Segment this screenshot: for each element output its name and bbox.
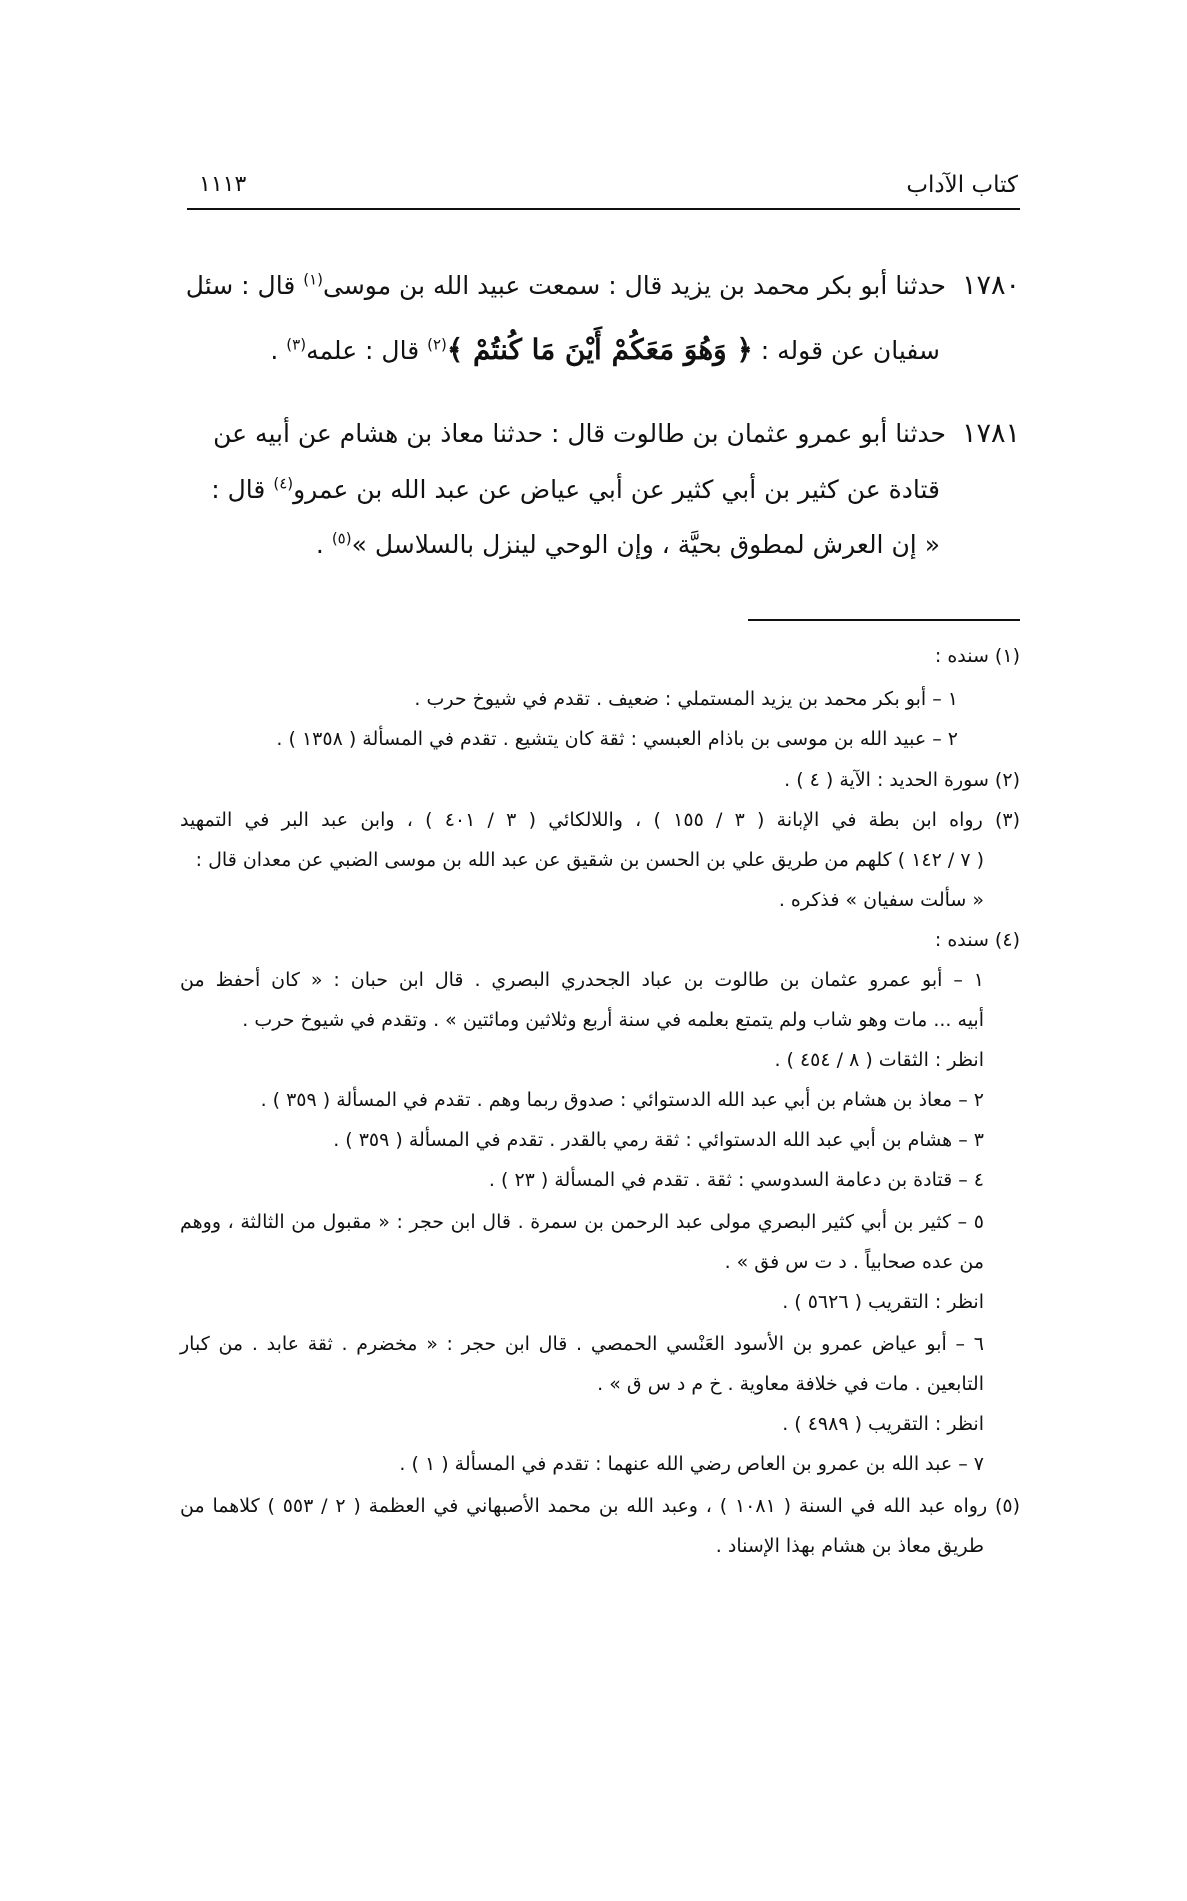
entry-line bbox=[270, 333, 940, 366]
quran-verse: ﴿ وَهُوَ مَعَكُمْ أَيْنَ مَا كُنتُمْ ﴾ bbox=[446, 333, 753, 366]
footnote-line: ٤ – قتادة بن دعامة السدوسي : ثقة . تقدم في المسألة ( ٢٣ ) . bbox=[488, 1169, 984, 1191]
entry-text: سفيان عن قوله : bbox=[752, 336, 940, 365]
footnote-line: ١ – أبو بكر محمد بن يزيد المستملي : ضعيف . تقدم في شيوخ حرب . bbox=[414, 688, 958, 710]
footnote-line: (٣) رواه ابن بطة في الإبانة ( ٣ / ١٥٥ ) ، واللالكائي ( ٣ / ٤٠١ ) ، وابن عبد البر في التمهيد bbox=[180, 809, 1021, 831]
footnote-line: ٣ – هشام بن أبي عبد الله الدستوائي : ثقة رمي بالقدر . تقدم في المسألة ( ٣٥٩ ) . bbox=[333, 1129, 984, 1151]
entry-number: ١٧٨١ bbox=[961, 418, 1020, 449]
page-number: ١١١٣ bbox=[199, 172, 247, 197]
footnote-line: ١ – أبو عمرو عثمان بن طالوت بن عباد الجحدري البصري . قال ابن حبان : « كان أحفظ من bbox=[180, 969, 984, 991]
entry-text: حدثنا أبو بكر محمد بن يزيد قال : سمعت عبيد الله بن موسى bbox=[323, 271, 946, 300]
running-header bbox=[187, 168, 1020, 210]
footnote-ref[interactable]: (٣) bbox=[286, 335, 307, 354]
footnote-line: ٧ – عبد الله بن عمرو بن العاص رضي الله عنهما : تقدم في المسألة ( ١ ) . bbox=[399, 1453, 984, 1475]
footnote-line: ٥ – كثير بن أبي كثير البصري مولى عبد الرحمن بن سمرة . قال ابن حجر : « مقبول من الثالثة ، ووهم bbox=[180, 1211, 984, 1233]
footnote-line: من عده صحابياً . د ت س فق » . bbox=[724, 1251, 984, 1273]
entry-text: قال : علمه bbox=[306, 336, 428, 365]
footnote-separator bbox=[748, 619, 1020, 621]
entry-text: حدثنا أبو عمرو عثمان بن طالوت قال : حدثنا معاذ بن هشام عن أبيه عن bbox=[213, 419, 946, 448]
footnote-line: (٤) سنده : bbox=[934, 929, 1020, 951]
entry-line bbox=[213, 418, 1020, 449]
footnote-line: ٢ – عبيد الله بن موسى بن باذام العبسي : ثقة كان يتشيع . تقدم في المسألة ( ١٣٥٨ ) . bbox=[276, 728, 958, 750]
footnote-line: انظر : التقريب ( ٤٩٨٩ ) . bbox=[782, 1413, 984, 1435]
footnote-ref[interactable]: (١) bbox=[303, 270, 323, 289]
entry-number: ١٧٨٠ bbox=[961, 270, 1020, 301]
footnote-line: انظر : التقريب ( ٥٦٢٦ ) . bbox=[782, 1291, 984, 1313]
entry-text: . bbox=[315, 530, 332, 559]
entry-line bbox=[316, 530, 940, 559]
entry-text: قتادة عن كثير بن أبي كثير عن أبي عياض عن عبد الله بن عمرو bbox=[293, 475, 940, 504]
footnote-line: أبيه ... مات وهو شاب ولم يتمتع بعلمه في سنة أربع وثلاثين ومائتين » . وتقدم في شيوخ حرب . bbox=[242, 1009, 984, 1031]
footnote-line: ٦ – أبو عياض عمرو بن الأسود العَنْسي الحمصي . قال ابن حجر : « مخضرم . ثقة عابد . من كبار bbox=[180, 1333, 984, 1355]
footnote-line: التابعين . مات في خلافة معاوية . خ م د س ق » . bbox=[597, 1373, 984, 1395]
entry-line bbox=[186, 270, 1020, 301]
footnote-line: ٢ – معاذ بن هشام بن أبي عبد الله الدستوائي : صدوق ربما وهم . تقدم في المسألة ( ٣٥٩ ) . bbox=[260, 1089, 984, 1111]
entry-text: قال : bbox=[211, 475, 274, 504]
footnote-ref[interactable]: (٢) bbox=[427, 335, 447, 354]
footnote-line: (٥) رواه عبد الله في السنة ( ١٠٨١ ) ، وعبد الله بن محمد الأصبهاني في العظمة ( ٢ / ٥٥٣ ) كلاهما من bbox=[180, 1495, 1020, 1517]
entry-line bbox=[211, 475, 940, 504]
book-title: كتاب الآداب bbox=[906, 172, 1018, 198]
entry-text: « إن العرش لمطوق بحيَّة ، وإن الوحي لينزل بالسلاسل » bbox=[351, 530, 940, 559]
footnote-line: « سألت سفيان » فذكره . bbox=[778, 889, 984, 911]
footnote-line: انظر : الثقات ( ٨ / ٤٥٤ ) . bbox=[774, 1049, 984, 1071]
footnote-line: طريق معاذ بن هشام بهذا الإسناد . bbox=[715, 1535, 984, 1557]
entry-text: . bbox=[270, 336, 287, 365]
footnote-line: (١) سنده : bbox=[934, 645, 1020, 667]
footnote-ref[interactable]: (٤) bbox=[273, 474, 294, 493]
footnote-ref[interactable]: (٥) bbox=[331, 529, 352, 548]
entry-text: قال : سئل bbox=[185, 271, 304, 300]
footnote-line: ( ٧ / ١٤٢ ) كلهم من طريق علي بن الحسن بن شقيق عن عبد الله بن موسى الضبي عن معدان قال : bbox=[195, 849, 984, 871]
footnote-line: (٢) سورة الحديد : الآية ( ٤ ) . bbox=[784, 769, 1020, 791]
